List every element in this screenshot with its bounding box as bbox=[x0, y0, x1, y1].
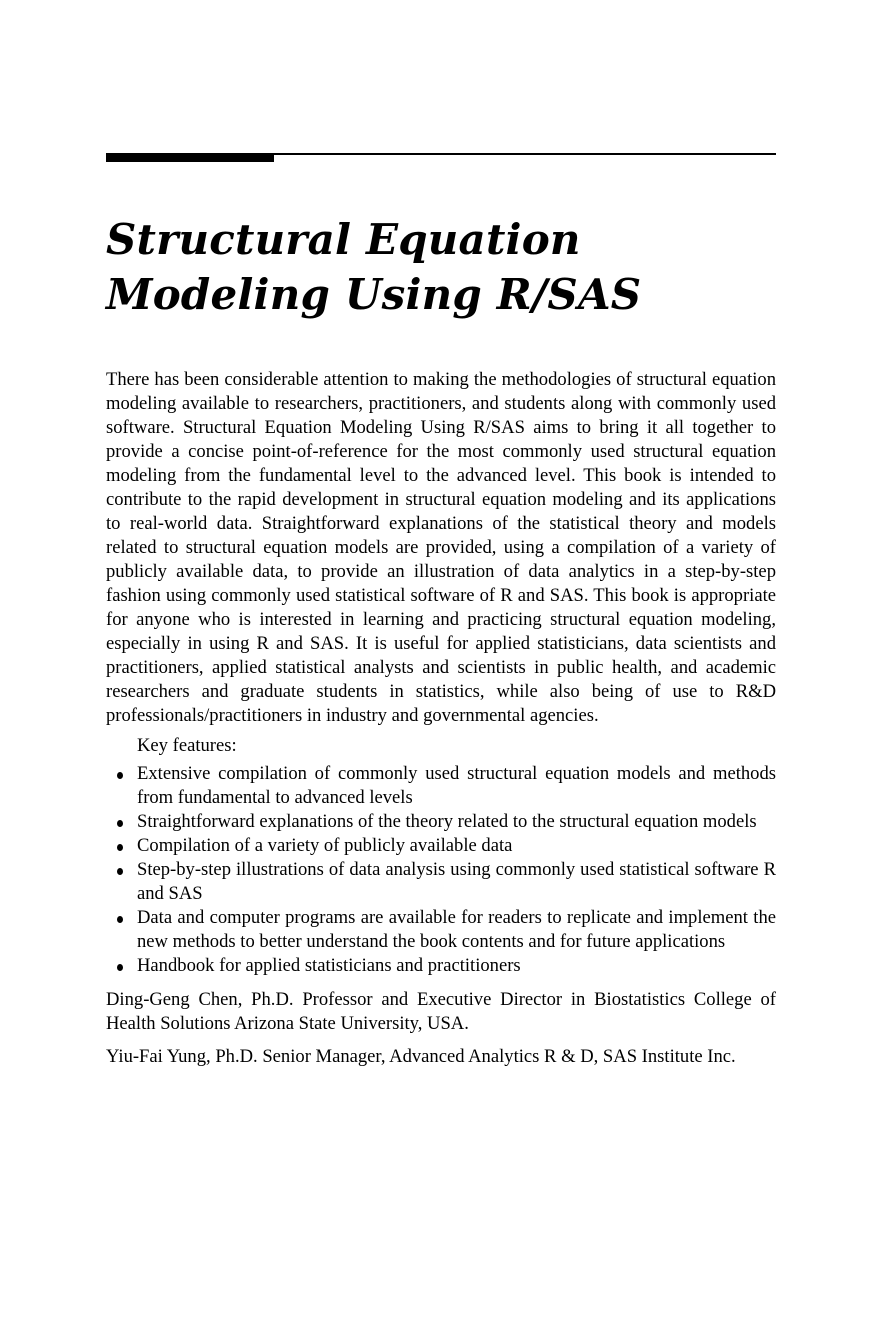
feature-item bbox=[106, 834, 776, 858]
bullet-icon bbox=[117, 964, 123, 971]
title-line-2: Modeling Using R/SAS bbox=[106, 270, 642, 319]
feature-item bbox=[106, 954, 776, 978]
bullet-icon bbox=[117, 844, 123, 851]
book-description bbox=[106, 368, 776, 1069]
author-bio-1: Ding-Geng Chen, Ph.D. Professor and Executive Director in Biostatistics College of Health Solutions Arizona State University, USA. bbox=[106, 989, 776, 1034]
feature-text: Step-by-step illustrations of data analysis using commonly used statistical software R and SAS bbox=[137, 859, 776, 904]
feature-item bbox=[106, 858, 776, 906]
feature-item bbox=[106, 762, 776, 810]
feature-text: Handbook for applied statisticians and practitioners bbox=[137, 955, 521, 976]
bullet-icon bbox=[117, 916, 123, 923]
feature-text: Data and computer programs are available for readers to replicate and implement the new methods to better understand the book contents and for future applications bbox=[137, 907, 776, 952]
features-list bbox=[106, 762, 776, 978]
feature-item bbox=[106, 906, 776, 954]
book-title bbox=[106, 212, 776, 322]
header-rule-thick bbox=[106, 153, 274, 162]
key-features-label: Key features: bbox=[137, 735, 237, 756]
bullet-icon bbox=[117, 820, 123, 827]
author-bio-2: Yiu-Fai Yung, Ph.D. Senior Manager, Advanced Analytics R & D, SAS Institute Inc. bbox=[106, 1046, 736, 1067]
bullet-icon bbox=[117, 868, 123, 875]
feature-item bbox=[106, 810, 776, 834]
description-paragraph: There has been considerable attention to making the methodologies of structural equation modeling available to researchers, practitioners, and students along with commonly used software. Structural Equation Modeling Using R/SAS aims to bring it all together to provide a concise point-of-reference for the most commonly used structural equation modeling from the fundamental level to the advanced level. This book is intended to contribute to the rapid development in structural equation modeling and its applications to real-world data. Straightforward explanations of the statistical theory and models related to structural equation models are provided, using a compilation of a variety of publicly available data, to provide an illustration of data analytics in a step-by-step fashion using commonly used statistical software of R and SAS. This book is appropriate for anyone who is interested in learning and practicing structural equation modeling, especially in using R and SAS. It is useful for applied statisticians, data scientists and practitioners, applied statistical analysts and scientists in public health, and academic researchers and graduate students in statistics, while also being of use to R&D professionals/practitioners in industry and governmental agencies. bbox=[106, 369, 776, 726]
title-line-1: Structural Equation bbox=[106, 215, 581, 264]
bullet-icon bbox=[117, 772, 123, 779]
feature-text: Compilation of a variety of publicly available data bbox=[137, 835, 513, 856]
feature-text: Extensive compilation of commonly used structural equation models and methods from fundamental to advanced levels bbox=[137, 763, 776, 808]
feature-text: Straightforward explanations of the theory related to the structural equation models bbox=[137, 811, 757, 832]
